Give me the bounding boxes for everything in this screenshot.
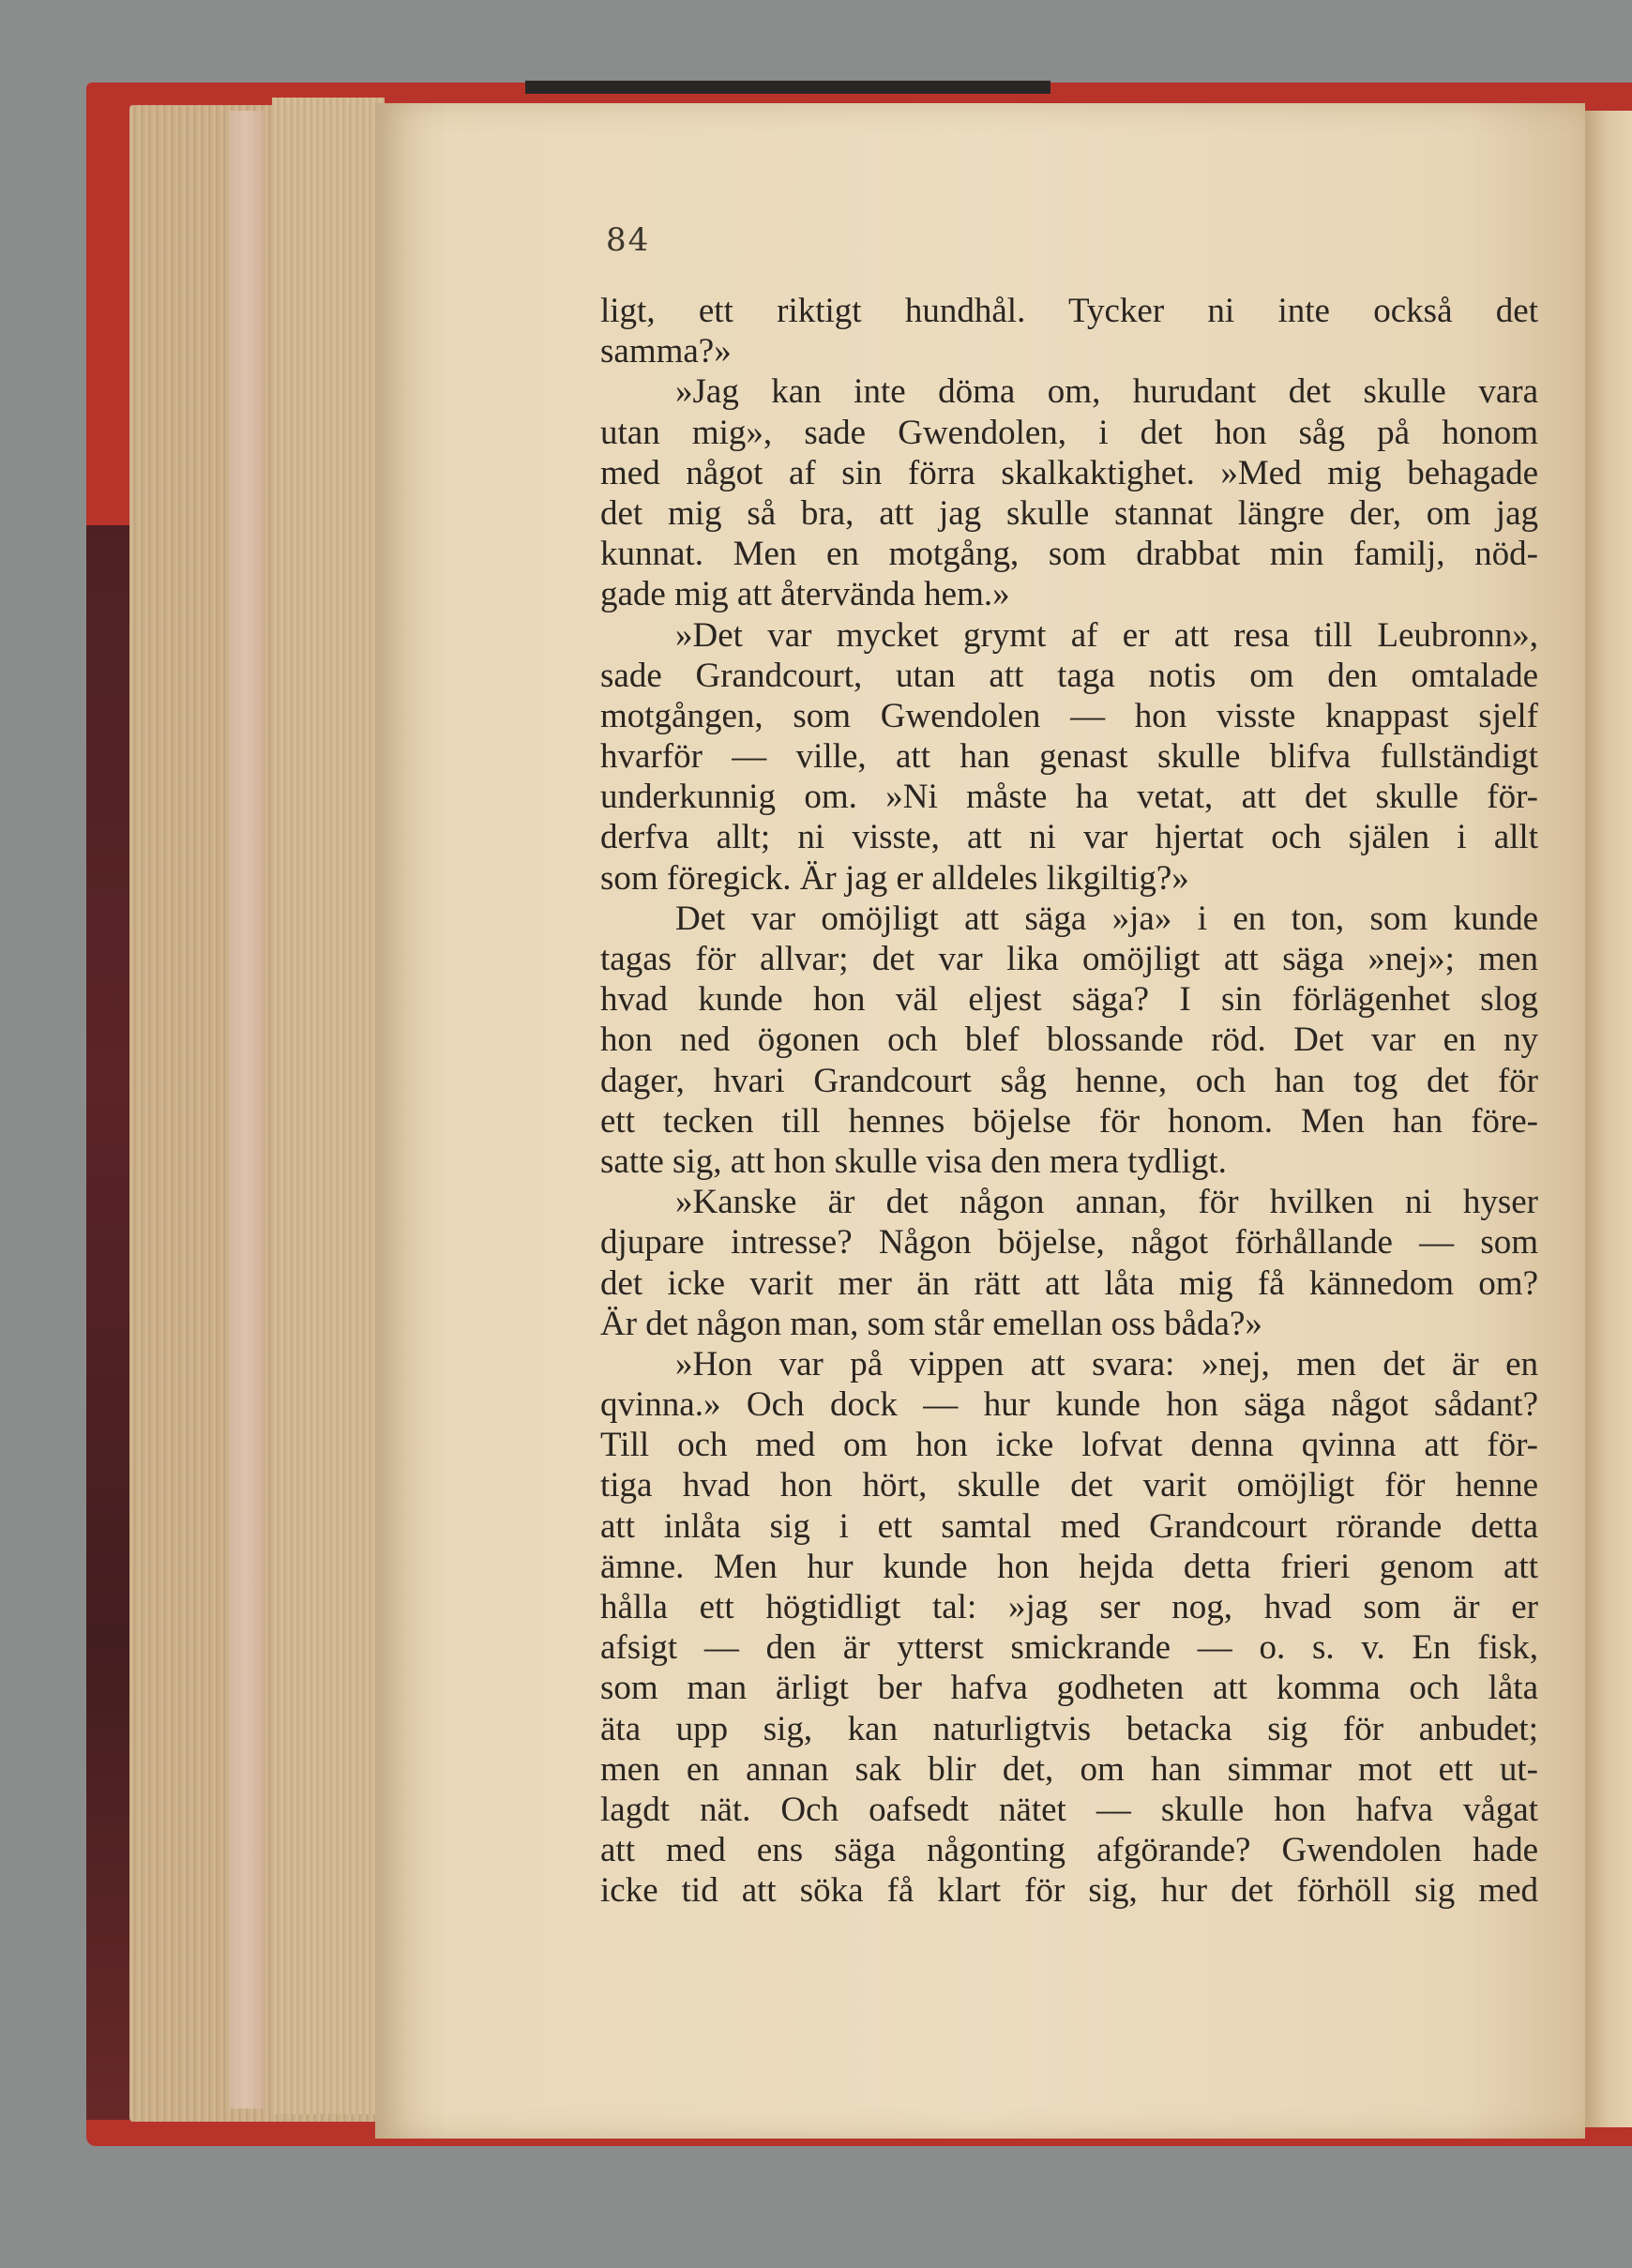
text-line: derfva allt; ni visste, att ni var hjertat och själen i allt (600, 818, 1538, 857)
page-text (600, 291, 1538, 1912)
text-line: ett tecken till hennes böjelse för honom. Men han före- (600, 1101, 1538, 1141)
cover-marbled-edge (86, 525, 131, 2120)
text-line: att inlåta sig i ett samtal med Grandcourt rörande detta (600, 1506, 1538, 1546)
text-line: hvarför — ville, att han genast skulle blifva fullständigt (600, 737, 1538, 777)
text-line: samma?» (600, 332, 732, 371)
text-line: icke tid att söka få klart för sig, hur det förhöll sig med (600, 1871, 1538, 1911)
page-stack (272, 98, 385, 2114)
text-line: det icke varit mer än rätt att låta mig få kännedom om? (600, 1263, 1538, 1303)
text-line: gade mig att återvända hem.» (600, 575, 1010, 614)
page-number: 84 (606, 221, 651, 259)
text-line: Det var omöjligt att säga »ja» i en ton, som kunde (675, 899, 1538, 938)
text-line: men en annan sak blir det, om han simmar mot ett ut- (600, 1749, 1538, 1789)
text-line: qvinna.» Och dock — hur kunde hon säga något sådant? (600, 1385, 1538, 1425)
text-line: Är det någon man, som står emellan oss båda?» (600, 1304, 1262, 1343)
next-page-edge (1583, 111, 1632, 2127)
text-line: »Jag kan inte döma om, hurudant det skulle vara (675, 372, 1538, 412)
text-line: »Det var mycket grymt af er att resa till Leubronn», (675, 615, 1538, 655)
text-line: afsigt — den är ytterst smickrande — o. s. v. En fisk, (600, 1628, 1538, 1668)
text-line: hvad kunde hon väl eljest säga? I sin förlägenhet slog (600, 980, 1538, 1020)
text-line: ämne. Men hur kunde hon hejda detta frieri genom att (600, 1547, 1538, 1586)
text-line: med något af sin förra skalkaktighet. »Med mig behagade (600, 453, 1538, 492)
text-line: satte sig, att hon skulle visa den mera tydligt. (600, 1142, 1227, 1181)
text-line: motgången, som Gwendolen — hon visste knappast sjelf (600, 696, 1538, 735)
text-line: tiga hvad hon hört, skulle det varit omöjligt för henne (600, 1466, 1538, 1505)
text-line: sade Grandcourt, utan att taga notis om den omtalade (600, 656, 1538, 695)
text-line: att med ens säga någonting afgörande? Gwendolen hade (600, 1831, 1538, 1870)
text-line: utan mig», sade Gwendolen, i det hon såg på honom (600, 413, 1538, 452)
text-line: djupare intresse? Någon böjelse, något förhållande — som (600, 1223, 1538, 1263)
text-line: ligt, ett riktigt hundhål. Tycker ni inte också det (600, 292, 1538, 330)
cover-top-edge (525, 81, 1050, 94)
text-line: äta upp sig, kan naturligtvis betacka sig för anbudet; (600, 1709, 1538, 1748)
text-line: som föregick. Är jag er alldeles likgiltig?» (600, 858, 1189, 898)
text-line: hon ned ögonen och blef blossande röd. Det var en ny (600, 1021, 1538, 1060)
text-line: lagdt nät. Och oafsedt nätet — skulle hon hafva vågat (600, 1790, 1538, 1829)
text-line: underkunnig om. »Ni måste ha vetat, att det skulle för- (600, 778, 1538, 817)
text-line: Till och med om hon icke lofvat denna qvinna att för- (600, 1426, 1538, 1465)
text-line: »Kanske är det någon annan, för hvilken ni hyser (675, 1183, 1538, 1222)
text-line: dager, hvari Grandcourt såg henne, och han tog det för (600, 1061, 1538, 1100)
text-line: tagas för allvar; det var lika omöjligt att säga »nej»; men (600, 940, 1538, 978)
text-line: »Hon var på vippen att svara: »nej, men det är en (675, 1344, 1538, 1383)
page-block-tint (230, 111, 264, 2109)
cover-right-corner (1585, 94, 1632, 113)
text-line: det mig så bra, att jag skulle stannat längre der, om jag (600, 493, 1538, 533)
text-line: kunnat. Men en motgång, som drabbat min familj, nöd- (600, 535, 1538, 574)
text-line: hålla ett högtidligt tal: »jag ser nog, hvad som är er (600, 1588, 1538, 1626)
text-line: som man ärligt ber hafva godheten att komma och låta (600, 1669, 1538, 1708)
